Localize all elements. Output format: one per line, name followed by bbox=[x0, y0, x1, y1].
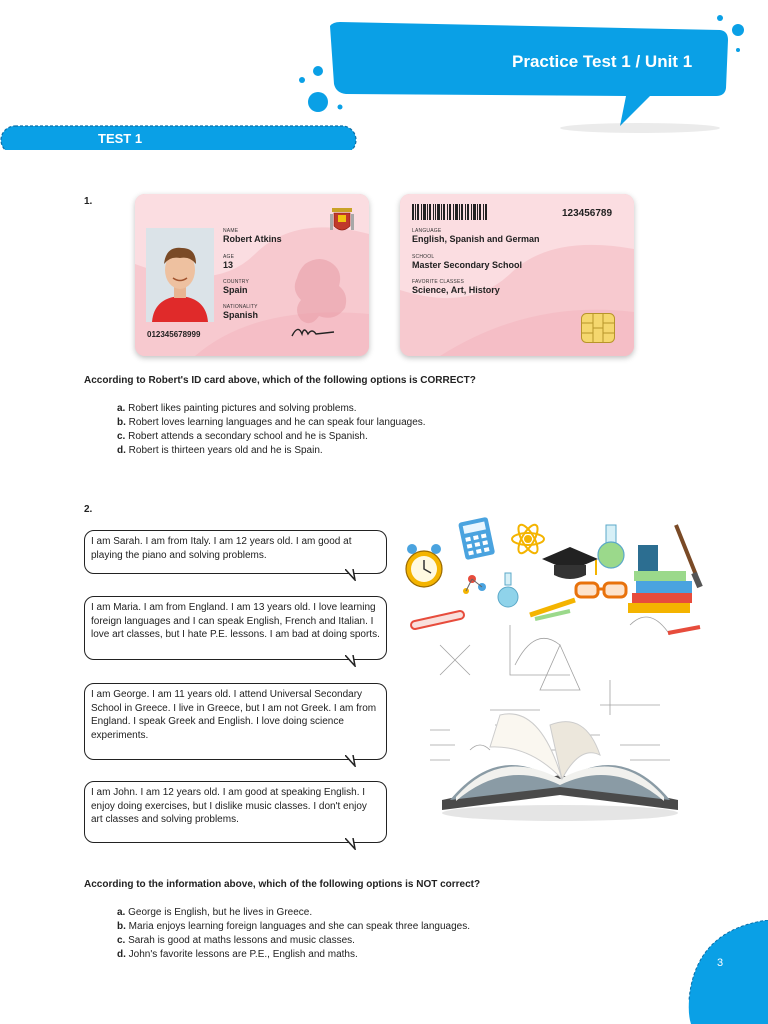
name-field bbox=[223, 228, 282, 244]
bubble-tail bbox=[345, 838, 357, 850]
option-text: John's favorite lessons are P.E., English and maths. bbox=[128, 949, 358, 960]
flask-icon bbox=[598, 525, 624, 568]
classes-label: FAVORITE CLASSES bbox=[412, 279, 465, 285]
age-label: AGE bbox=[223, 254, 235, 260]
classes-value: Science, Art, History bbox=[412, 285, 500, 295]
school-label: SCHOOL bbox=[412, 254, 435, 260]
pencils-icon bbox=[530, 600, 575, 619]
molecule-icon bbox=[463, 575, 486, 594]
alarm-clock-icon bbox=[406, 544, 442, 587]
small-flask-icon bbox=[498, 573, 518, 607]
option-text: Maria enjoys learning foreign languages and she can speak three languages. bbox=[128, 921, 471, 932]
option-letter: d. bbox=[117, 445, 126, 456]
option-c[interactable] bbox=[117, 934, 470, 948]
question-2-options bbox=[117, 906, 470, 962]
age-field bbox=[223, 254, 234, 270]
age-value: 13 bbox=[223, 260, 234, 270]
header-banner bbox=[0, 0, 768, 150]
signature-icon bbox=[290, 322, 336, 340]
bubble-text: I am Sarah. I am from Italy. I am 12 years old. I am good at playing the piano and solving problems. bbox=[91, 536, 352, 561]
option-letter: a. bbox=[117, 907, 126, 918]
nationality-value: Spanish bbox=[223, 310, 259, 320]
school-supplies-illustration bbox=[400, 515, 710, 830]
option-a[interactable] bbox=[117, 906, 470, 920]
question-1-options bbox=[117, 402, 426, 458]
pencil-icon bbox=[668, 627, 700, 633]
language-field bbox=[412, 228, 540, 244]
question-number: 2. bbox=[84, 504, 93, 515]
option-b[interactable] bbox=[117, 920, 470, 934]
option-text: Robert likes painting pictures and solving problems. bbox=[128, 403, 357, 414]
option-letter: a. bbox=[117, 403, 126, 414]
barcode-number: 123456789 bbox=[562, 208, 613, 219]
chip-icon bbox=[581, 313, 615, 343]
option-letter: d. bbox=[117, 949, 126, 960]
option-text: Robert is thirteen years old and he is Spain. bbox=[128, 445, 323, 456]
language-label: LANGUAGE bbox=[412, 228, 442, 234]
option-c[interactable] bbox=[117, 430, 426, 444]
id-card-front bbox=[135, 194, 369, 356]
name-value: Robert Atkins bbox=[223, 234, 282, 244]
bubble-text: I am Maria. I am from England. I am 13 years old. I love learning foreign languages and I can speak English, French and Italian. I love art classes, but I hate P.E. lessons. I am bad at doing sports. bbox=[91, 602, 380, 640]
speech-bubble-sarah bbox=[84, 530, 387, 574]
open-book-icon bbox=[442, 714, 678, 821]
language-value: English, Spanish and German bbox=[412, 234, 540, 244]
option-letter: b. bbox=[117, 417, 126, 428]
option-text: Robert loves learning languages and he can speak four languages. bbox=[128, 417, 426, 428]
page-number-badge bbox=[685, 920, 768, 1024]
speech-bubble-john bbox=[84, 781, 387, 843]
books-stack-icon bbox=[628, 525, 700, 613]
question-2-prompt: According to the information above, which of the following options is NOT correct? bbox=[84, 879, 481, 890]
option-d[interactable] bbox=[117, 444, 426, 458]
student-photo bbox=[146, 228, 214, 322]
name-label: NAME bbox=[223, 228, 239, 234]
calculator-icon bbox=[458, 517, 495, 560]
question-number: 1. bbox=[84, 196, 93, 207]
question-1-prompt: According to Robert's ID card above, which of the following options is CORRECT? bbox=[84, 375, 476, 386]
graduation-cap-icon bbox=[542, 547, 598, 579]
coat-of-arms-icon bbox=[329, 206, 355, 236]
option-text: Sarah is good at maths lessons and music classes. bbox=[128, 935, 355, 946]
option-text: Robert attends a secondary school and he is Spanish. bbox=[128, 431, 368, 442]
rolled-paper-icon bbox=[415, 615, 460, 625]
test-label: TEST 1 bbox=[98, 131, 143, 146]
bubble-tail bbox=[345, 655, 357, 667]
option-letter: c. bbox=[117, 935, 126, 946]
nationality-label: NATIONALITY bbox=[223, 304, 258, 310]
card-number: 012345678999 bbox=[147, 330, 201, 339]
speech-bubble-maria bbox=[84, 596, 387, 660]
option-text: George is English, but he lives in Greece. bbox=[128, 907, 313, 918]
option-letter: c. bbox=[117, 431, 126, 442]
page-title: Practice Test 1 / Unit 1 bbox=[512, 52, 693, 71]
bubble-text: I am George. I am 11 years old. I attend Universal Secondary School in Greece. I live in Greece, but I am not Greek. I am from England. I speak Greek and English. I love doing science experiments. bbox=[91, 689, 377, 741]
bubble-tail bbox=[345, 569, 357, 581]
nationality-field bbox=[223, 304, 258, 320]
atom-icon bbox=[512, 522, 544, 556]
speech-bubble-george bbox=[84, 683, 387, 760]
option-b[interactable] bbox=[117, 416, 426, 430]
glasses-icon bbox=[576, 583, 626, 597]
school-value: Master Secondary School bbox=[412, 260, 523, 270]
classes-field bbox=[412, 279, 500, 295]
option-d[interactable] bbox=[117, 948, 470, 962]
country-value: Spain bbox=[223, 285, 248, 295]
country-field bbox=[223, 279, 249, 295]
barcode-icon bbox=[412, 204, 488, 220]
page-number: 3 bbox=[717, 957, 724, 969]
school-field bbox=[412, 254, 522, 270]
option-a[interactable] bbox=[117, 402, 426, 416]
id-card-back bbox=[400, 194, 634, 356]
bubble-tail bbox=[345, 755, 357, 767]
country-label: COUNTRY bbox=[223, 279, 250, 285]
bubble-text: I am John. I am 12 years old. I am good at speaking English. I enjoy doing exercises, but I dislike music classes. I don't enjoy art classes and solving problems. bbox=[91, 787, 367, 825]
option-letter: b. bbox=[117, 921, 126, 932]
